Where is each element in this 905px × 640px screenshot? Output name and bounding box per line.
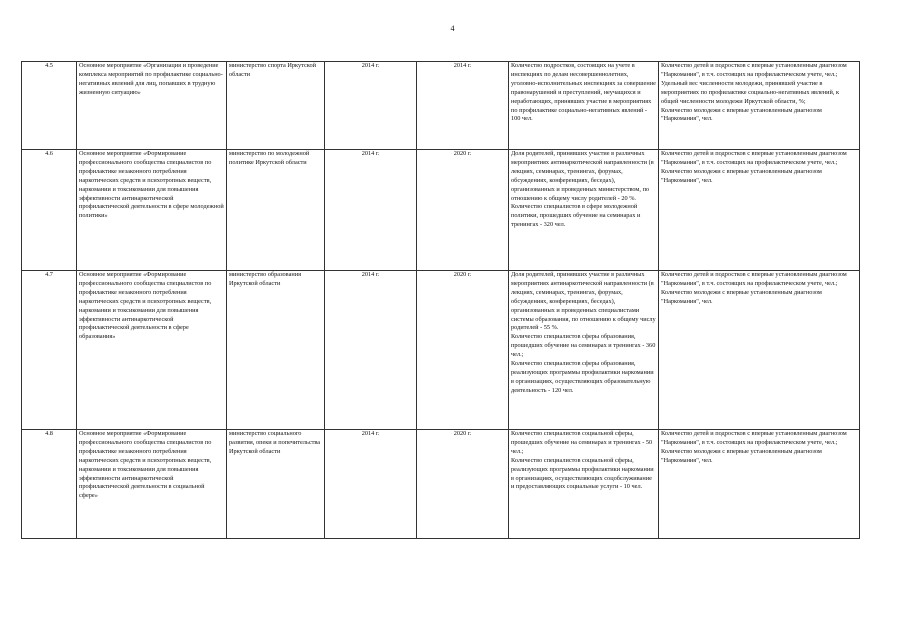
activity-name: Основное мероприятие «Организация и проведение комплекса мероприятий по профилактике социально-негативных явлений для лиц, попавших в трудную жизненную ситуацию» — [77, 62, 227, 150]
result-line: Количество специалистов сферы образования, прошедших обучение на семинарах и тренингах - 360 чел.; — [511, 333, 656, 359]
indicator-line: Количество детей и подростков с впервые установленным диагнозом "Наркомания", в т.ч. состоящих на профилактическом учете, чел.; — [661, 271, 847, 287]
expected-result — [509, 271, 659, 430]
executor: министерство спорта Иркутской области — [227, 62, 325, 150]
start-year: 2014 г. — [325, 150, 417, 271]
page-number: 4 — [450, 24, 455, 33]
start-year: 2014 г. — [325, 430, 417, 539]
end-year: 2020 г. — [417, 271, 509, 430]
indicator-line: Количество молодежи с впервые установленным диагнозом "Наркомания", чел. — [661, 447, 822, 464]
row-number: 4.6 — [22, 150, 77, 271]
result-line: Доля родителей, принявших участие в различных мероприятиях антинаркотической направленности (в лекциях, семинарах, тренингах, форумах, обсуждениях, конференциях, беседах), организованных и проведенных специалистами системы образования, по отношению к общему числу родителей - 55 %. — [511, 271, 656, 332]
result-line: Количество специалистов социальной сферы, реализующих программы профилактики наркомании в организациях, осуществляющих соцобслуживание и предоставляющих социальные услуги - 10 чел. — [511, 456, 654, 491]
end-year: 2020 г. — [417, 430, 509, 539]
start-year: 2014 г. — [325, 62, 417, 150]
end-year: 2020 г. — [417, 150, 509, 271]
activity-name: Основное мероприятие «Формирование профессионального сообщества специалистов по профилактике незаконного потребления наркотических средств и психотропных веществ, наркомании и токсикомании для повышения эффективности антинаркотической профилактической деятельности в социальной сфере» — [77, 430, 227, 539]
result-line: Количество специалистов сферы образования, реализующих программы профилактики наркомании в организациях, осуществляющих образовательную деятельность - 120 чел. — [511, 360, 654, 394]
row-number: 4.5 — [22, 62, 77, 150]
target-indicators — [659, 62, 860, 150]
expected-result — [509, 62, 659, 150]
indicator-line: Количество детей и подростков с впервые установленным диагнозом "Наркомания", в т.ч. состоящих на профилактическом учете, чел.; — [661, 62, 847, 78]
result-line: Количество специалистов социальной сферы, прошедших обучение на семинарах и тренингах - 50 чел.; — [511, 430, 653, 455]
expected-result — [509, 430, 659, 539]
expected-result — [509, 150, 659, 271]
activity-name: Основное мероприятие «Формирование профессионального сообщества специалистов по профилактике незаконного потребления наркотических средств и психотропных веществ, наркомании и токсикомании для повышения эффективности антинаркотической профилактической деятельности в сфере молодежной политики» — [77, 150, 227, 271]
target-indicators — [659, 271, 860, 430]
target-indicators — [659, 150, 860, 271]
table-row — [22, 271, 860, 430]
target-indicators — [659, 430, 860, 539]
result-line: Доля родителей, принявших участие в различных мероприятиях антинаркотической направленности (в лекциях, семинарах, тренингах, форумах, обсуждениях, конференциях, беседах), организованных и проведенных министерством, по отношению к общему числу родителей - 20 %. — [511, 150, 654, 202]
table-row — [22, 62, 860, 150]
indicator-line: Удельный вес численности молодежи, принявшей участие в мероприятиях по профилактике социально-негативных явлений, к общей численности молодежи Иркутской области, %; — [661, 79, 840, 105]
executor: министерство социального развития, опеки и попечительства Иркутской области — [227, 430, 325, 539]
table-row — [22, 430, 860, 539]
executor: министерство образования Иркутской области — [227, 271, 325, 430]
indicator-line: Количество детей и подростков с впервые установленным диагнозом "Наркомания", в т.ч. состоящих на профилактическом учете, чел.; — [661, 430, 847, 446]
indicator-line: Количество молодежи с впервые установленным диагнозом "Наркомания", чел. — [661, 288, 822, 305]
table-row — [22, 150, 860, 271]
row-number: 4.8 — [22, 430, 77, 539]
activity-name: Основное мероприятие «Формирование профессионального сообщества специалистов по профилактике незаконного потребления наркотических средств и психотропных веществ, наркомании и токсикомании для повышения эффективности антинаркотической профилактической деятельности в сфере образования» — [77, 271, 227, 430]
program-activities-table — [21, 61, 860, 539]
start-year: 2014 г. — [325, 271, 417, 430]
row-number: 4.7 — [22, 271, 77, 430]
indicator-line: Количество детей и подростков с впервые установленным диагнозом "Наркомания", в т.ч. состоящих на профилактическом учете, чел.; — [661, 150, 847, 166]
indicator-line: Количество молодежи с впервые установленным диагнозом "Наркомания", чел. — [661, 106, 822, 123]
end-year: 2014 г. — [417, 62, 509, 150]
indicator-line: Количество молодежи с впервые установленным диагнозом "Наркомания", чел. — [661, 167, 822, 184]
result-line: Количество подростков, состоящих на учете в инспекциях по делам несовершеннолетних, уголовно-исполнительных инспекциях за совершение правонарушений и преступлений, неучащихся и неработающих, принявших участие в мероприятиях по профилактике социально-негативных явлений - 100 чел. — [511, 62, 656, 123]
result-line: Количество специалистов в сфере молодежной политики, прошедших обучение на семинарах и тренингах - 320 чел. — [511, 203, 641, 229]
executor: министерство по молодежной политике Иркутской области — [227, 150, 325, 271]
